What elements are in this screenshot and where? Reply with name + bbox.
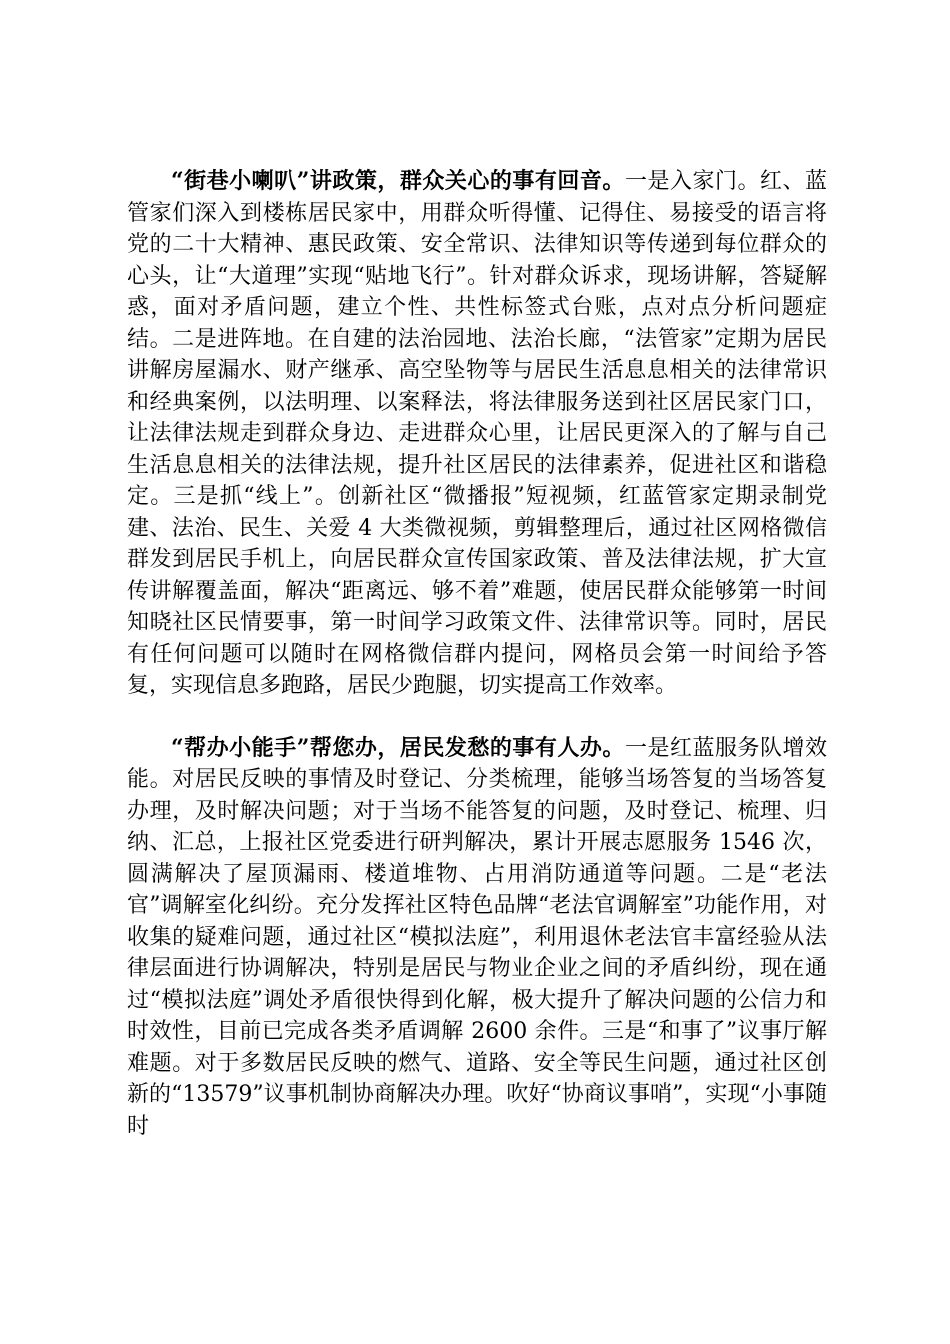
document-body — [127, 166, 827, 1142]
paragraph-text: 一是红蓝服务队增效能。对居民反映的事情及时登记、分类梳理，能够当场答复的当场答复办理，及时解决问题；对于当场不能答复的问题，及时登记、梳理、归纳、汇总，上报社区党委进行研判解决，累计开展志愿服务 1546 次，圆满解决了屋顶漏雨、楼道堆物、占用消防通道等问题。二是“老法官”调解室化纠纷。充分发挥社区特色品牌“老法官调解室”功能作用，对收集的疑难问题，通过社区“模拟法庭”，利用退休老法官丰富经验从法律层面进行协调解决，特别是居民与物业企业之间的矛盾纠纷，现在通过“模拟法庭”调处矛盾很快得到化解，极大提升了解决问题的公信力和时效性，目前已完成各类矛盾调解 2600 余件。三是“和事了”议事厅解难题。对于多数居民反映的燃气、道路、安全等民生问题，通过社区创新的“13579”议事机制协商解决办理。吹好“协商议事哨”，实现“小事随时 — [127, 735, 827, 1139]
paragraph-heading: “街巷小喇叭”讲政策，群众关心的事有回音。 — [171, 168, 625, 194]
paragraph-helper — [127, 733, 827, 1143]
paragraph-street-loudspeaker — [127, 166, 827, 702]
paragraph-text: 一是入家门。红、蓝管家们深入到楼栋居民家中，用群众听得懂、记得住、易接受的语言将党的二十大精神、惠民政策、安全常识、法律知识等传递到每位群众的心头，让“大道理”实现“贴地飞行”。针对群众诉求，现场讲解，答疑解惑，面对矛盾问题，建立个性、共性标签式台账，点对点分析问题症结。二是进阵地。在自建的法治园地、法治长廊，“法管家”定期为居民讲解房屋漏水、财产继承、高空坠物等与居民生活息息相关的法律常识和经典案例，以法明理、以案释法，将法律服务送到社区居民家门口，让法律法规走到群众身边、走进群众心里，让居民更深入的了解与自己生活息息相关的法律法规，提升社区居民的法律素养，促进社区和谐稳定。三是抓“线上”。创新社区“微播报”短视频，红蓝管家定期录制党建、法治、民生、关爱 4 大类微视频，剪辑整理后，通过社区网格微信群发到居民手机上，向居民群众宣传国家政策、普及法律法规，扩大宣传讲解覆盖面，解决“距离远、够不着”难题，使居民群众能够第一时间知晓社区民情要事，第一时间学习政策文件、法律常识等。同时，居民有任何问题可以随时在网格微信群内提问，网格员会第一时间给予答复，实现信息多跑路，居民少跑腿，切实提高工作效率。 — [127, 169, 827, 698]
paragraph-heading: “帮办小能手”帮您办，居民发愁的事有人办。 — [171, 734, 625, 761]
